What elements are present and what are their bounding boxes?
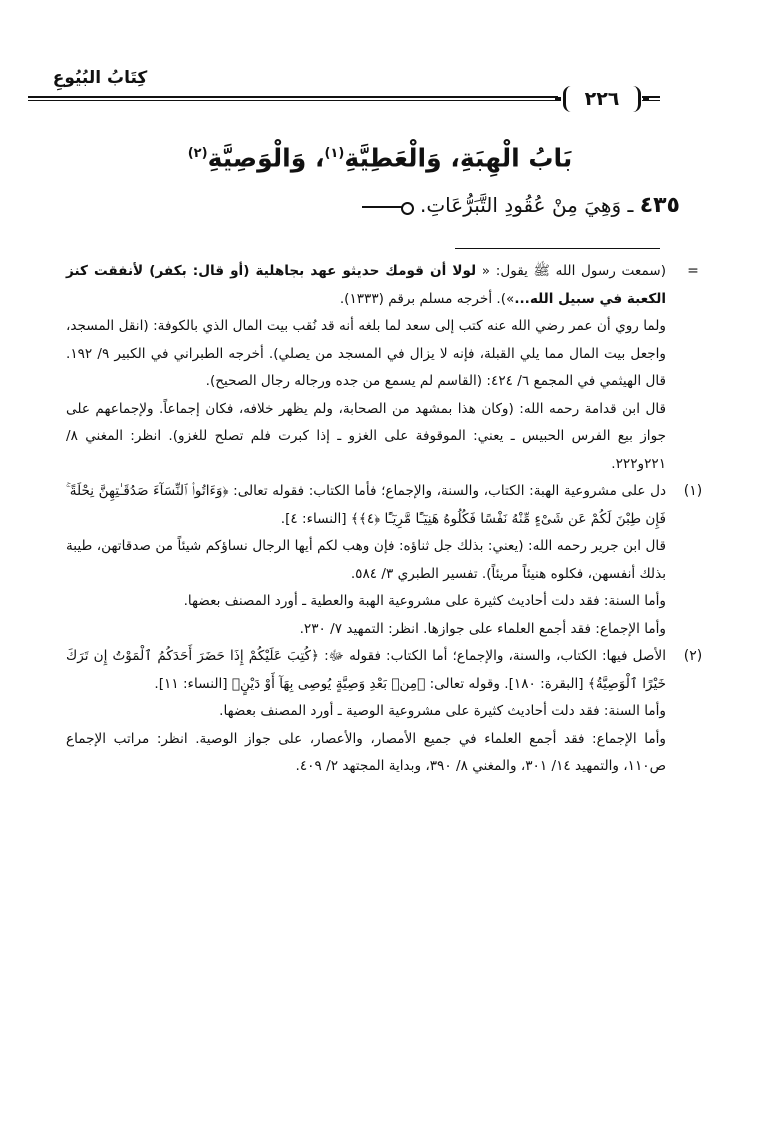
matn-text: ـ وَهِيَ مِنْ عُقُودِ التَّبَرُّعَاتِ. [419,193,634,217]
footnote-paragraph: الأصل فيها: الكتاب، والسنة، والإجماع؛ أما الكتاب: فقوله ﷻ: ﴿كُتِبَ عَلَيْكُمْ إِذَا حَضَرَ أَحَدَكُمُ ٱلْمَوْتُ إِن تَرَكَ خَيْرًا ٱلْوَصِيَّةُ﴾ [البقرة: ١٨٠]. وقوله تعالى: ﴿مِنۢ بَعْدِ وَصِيَّةٍ يُوصِى بِهَآ أَوْ دَيْنٍ﴾ [النساء: ١١]. [66,648,666,692]
footnote-paragraph: قال ابن جرير رحمه الله: (يعني: بذلك جل ثناؤه: فإن وهب لكم أيها الرجال نساؤكم شيئاً من صدقاتهن، طيبة بذلك أنفسهن، فكلوه هنيئاً مريئاً). تفسير الطبري ٣/ ٥٨٤. [66,538,666,582]
footnote-separator [455,248,660,249]
chapter-title [60,134,700,178]
header-rule-left [28,96,558,101]
hadith-text: لولا أن قومك حديثو عهد بجاهلية (أو قال: بكفر) لأنفقت كنز الكعبة في سبيل الله... [66,263,666,307]
continuation-marker: = [687,263,699,279]
footnote-paragraph: ولما روي أن عمر رضي الله عنه كتب إلى سعد لما بلغه أنه قد نُقب بيت المال الذي بالكوفة: (انقل المسجد، واجعل بيت المال مما يلي القبلة، فإنه لا يزال في المسجد من يصلي). أخرجه الطبراني في الكبير ٩/ ١٩٢. قال الهيثمي في المجمع ٦/ ٤٢٤: (القاسم لم يسمع من جده ورجاله رجال الصحيح). [66,318,666,389]
footnote-paragraph: قال ابن قدامة رحمه الله: (وكان هذا بمشهد من الصحابة، ولم يظهر خلافه، فكان إجماعاً. ولإجماعهم على جواز بيع الفرس الحبيس ـ يعني: الموقوفة على الغزو ـ إذا كبرت فلم تصلح للغزو). انظر: المغني ٨/ ٢٢١و٢٢٢. [66,400,666,472]
chapter-title-part2: ، وَالْوَصِيَّةِ [207,143,325,173]
matn-number: ٤٣٥ [639,193,680,218]
page-number: ٢٢٦ [563,86,641,112]
footnote-text: »). أخرجه مسلم برقم (١٣٣٣). [339,290,515,307]
matn-line [240,186,680,225]
footnotes [66,258,703,781]
footnote-2-marker: (٢) [683,648,703,664]
footnote-paragraph [66,258,666,313]
footnote-1-marker: (١) [683,483,703,499]
ornament-icon [362,206,406,208]
footnote-2 [66,643,703,781]
running-header-book-title: كِتَابُ البُيُوعِ [52,68,148,88]
header-rule-right [642,96,660,101]
footnote-ref-2: (٢) [187,146,208,161]
footnote-paragraph: وأما الإجماع: فقد أجمع العلماء على جوازها. انظر: التمهيد ٧/ ٢٣٠. [299,620,666,637]
footnote-1 [66,478,703,643]
footnote-text: (سمعت رسول الله ﷺ يقول: « [476,263,666,279]
footnote-paragraph: وأما الإجماع: فقد أجمع العلماء في جميع الأمصار، والأعصار، على جواز الوصية. انظر: مراتب الإجماع ص١١٠، والتمهيد ١٤/ ٣٠١، والمغني ٨/ ٣٩٠، وبداية المجتهد ٢/ ٤٠٩. [66,730,666,774]
footnote-paragraph: دل على مشروعية الهبة: الكتاب، والسنة، والإجماع؛ فأما الكتاب: فقوله تعالى: ﴿وَءَاتُوا۟ ٱلنِّسَآءَ صَدُقَـٰتِهِنَّ نِحْلَةً ۚ فَإِن طِبْنَ لَكُمْ عَن شَىْءٍ مِّنْهُ نَفْسًا فَكُلُوهُ هَنِيٓـًٔا مَّرِيٓـًٔا ﴿٤﴾﴾ [النساء: ٤]. [66,483,666,527]
footnote-paragraph: وأما السنة: فقد دلت أحاديث كثيرة على مشروعية الوصية ـ أورد المصنف بعضها. [219,703,666,719]
footnote-continuation [66,258,699,478]
chapter-title-part1: بَابُ الْهِبَةِ، وَالْعَطِيَّةِ [344,143,573,173]
footnote-paragraph: وأما السنة: فقد دلت أحاديث كثيرة على مشروعية الهبة والعطية ـ أورد المصنف بعضها. [183,593,666,609]
footnote-ref-1: (١) [324,146,345,161]
